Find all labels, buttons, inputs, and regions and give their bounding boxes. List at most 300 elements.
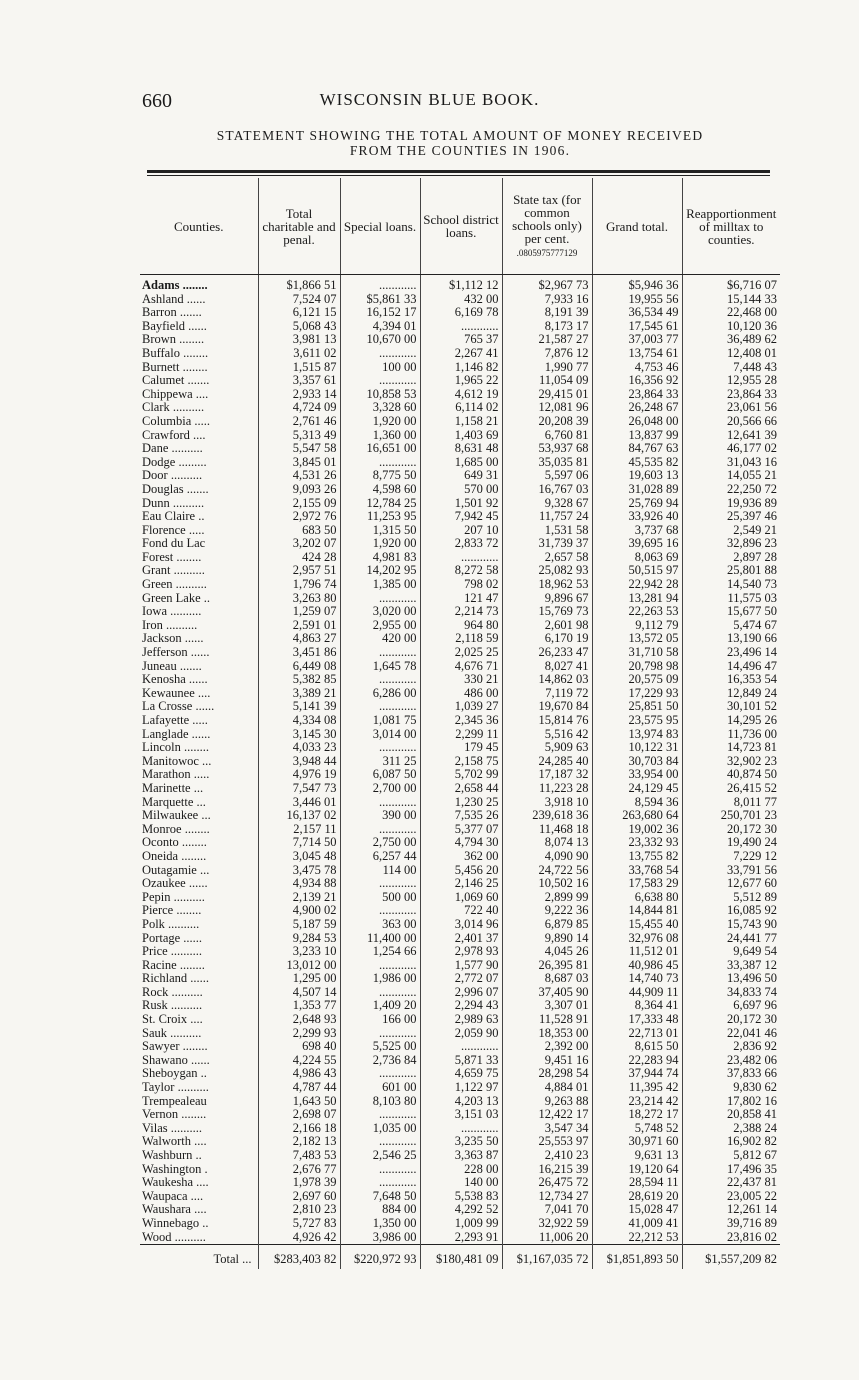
reapportionment-value: 14,055 21 xyxy=(682,469,780,483)
reapportionment-value: 23,061 56 xyxy=(682,401,780,415)
school-loans-value: 2,658 44 xyxy=(420,782,502,796)
county-name: Racine ........ xyxy=(142,958,205,972)
charitable-value: 3,845 01 xyxy=(258,456,340,470)
state-tax-value: 6,879 85 xyxy=(502,918,592,932)
special-loans-value: 11,253 95 xyxy=(340,510,420,524)
special-loans-value: 11,400 00 xyxy=(340,932,420,946)
charitable-value: 3,233 10 xyxy=(258,945,340,959)
reapportionment-value: 10,120 36 xyxy=(682,320,780,334)
charitable-value: 4,531 26 xyxy=(258,469,340,483)
charitable-value: 4,934 88 xyxy=(258,877,340,891)
county-name: Price .......... xyxy=(142,945,203,959)
state-tax-value: 10,502 16 xyxy=(502,877,592,891)
special-loans-value: 1,035 00 xyxy=(340,1122,420,1136)
grand-total-value: 22,283 94 xyxy=(592,1054,682,1068)
charitable-value: 9,093 26 xyxy=(258,483,340,497)
state-tax-value: 5,597 06 xyxy=(502,469,592,483)
state-tax-value: 14,862 03 xyxy=(502,673,592,687)
special-loans-value: ............ xyxy=(340,592,420,606)
grand-total-value: 44,909 11 xyxy=(592,986,682,1000)
charitable-value: 6,121 15 xyxy=(258,306,340,320)
school-loans-value: 2,214 73 xyxy=(420,605,502,619)
reapportionment-value: 19,490 24 xyxy=(682,836,780,850)
special-loans-value: 16,651 00 xyxy=(340,442,420,456)
table-row xyxy=(140,660,780,674)
state-tax-value: 24,285 40 xyxy=(502,755,592,769)
table-row xyxy=(140,687,780,701)
table-row xyxy=(140,850,780,864)
state-tax-value: 4,884 01 xyxy=(502,1081,592,1095)
table-row xyxy=(140,959,780,973)
reapportionment-value: 20,172 30 xyxy=(682,823,780,837)
state-tax-value: 32,922 59 xyxy=(502,1217,592,1231)
special-loans-value: 2,750 00 xyxy=(340,836,420,850)
school-loans-value: 432 00 xyxy=(420,293,502,307)
col-header-counties: Counties. xyxy=(140,178,258,275)
special-loans-value: ............ xyxy=(340,904,420,918)
state-tax-value: 11,528 91 xyxy=(502,1013,592,1027)
total-value: $283,403 82 xyxy=(258,1245,340,1270)
grand-total-value: 13,572 05 xyxy=(592,632,682,646)
reapportionment-value: 15,743 90 xyxy=(682,918,780,932)
county-name: Grant .......... xyxy=(142,564,205,578)
special-loans-value: ............ xyxy=(340,1176,420,1190)
school-loans-value: 2,989 63 xyxy=(420,1013,502,1027)
special-loans-value: 10,670 00 xyxy=(340,333,420,347)
school-loans-value: 486 00 xyxy=(420,687,502,701)
charitable-value: 5,727 83 xyxy=(258,1217,340,1231)
header-row xyxy=(140,178,780,275)
heavy-rule xyxy=(147,170,770,173)
table-row xyxy=(140,1054,780,1068)
county-name: Vernon ........ xyxy=(142,1108,207,1122)
charitable-value: 6,449 08 xyxy=(258,660,340,674)
table-row xyxy=(140,429,780,443)
county-name: Waupaca .... xyxy=(142,1189,204,1203)
state-tax-value: 5,909 63 xyxy=(502,741,592,755)
state-tax-value: 3,547 34 xyxy=(502,1122,592,1136)
county-name: Florence ..... xyxy=(142,523,205,537)
school-loans-value: 2,267 41 xyxy=(420,347,502,361)
table-row xyxy=(140,1027,780,1041)
special-loans-value: ............ xyxy=(340,741,420,755)
table-row xyxy=(140,1081,780,1095)
county-name: Outagamie ... xyxy=(142,863,210,877)
grand-total-value: 8,364 41 xyxy=(592,999,682,1013)
grand-total-value: 15,455 40 xyxy=(592,918,682,932)
county-name: Wood .......... xyxy=(142,1230,206,1244)
grand-total-value: 14,740 73 xyxy=(592,972,682,986)
table-row xyxy=(140,401,780,415)
state-tax-value: 2,899 99 xyxy=(502,891,592,905)
state-tax-value: 6,760 81 xyxy=(502,429,592,443)
special-loans-value: 390 00 xyxy=(340,809,420,823)
table-row xyxy=(140,1163,780,1177)
grand-total-value: 19,955 56 xyxy=(592,293,682,307)
county-name: Brown ........ xyxy=(142,333,205,347)
school-loans-value: 7,535 26 xyxy=(420,809,502,823)
state-tax-value: 12,734 27 xyxy=(502,1190,592,1204)
special-loans-value: 1,645 78 xyxy=(340,660,420,674)
reapportionment-value: 14,295 26 xyxy=(682,714,780,728)
school-loans-value: ............ xyxy=(420,1122,502,1136)
charitable-value: 2,182 13 xyxy=(258,1135,340,1149)
school-loans-value: 4,292 52 xyxy=(420,1203,502,1217)
col-header-special-loans: Special loans. xyxy=(340,178,420,275)
grand-total-value: 22,263 53 xyxy=(592,605,682,619)
reapportionment-value: 20,858 41 xyxy=(682,1108,780,1122)
grand-total-value: 36,534 49 xyxy=(592,306,682,320)
reapportionment-value: 7,448 43 xyxy=(682,361,780,375)
grand-total-value: 17,333 48 xyxy=(592,1013,682,1027)
school-loans-value: 1,577 90 xyxy=(420,959,502,973)
county-name: La Crosse ...... xyxy=(142,700,215,714)
grand-total-value: 26,248 67 xyxy=(592,401,682,415)
table-row xyxy=(140,510,780,524)
state-tax-value: 7,119 72 xyxy=(502,687,592,701)
county-name: Douglas ....... xyxy=(142,482,209,496)
reapportionment-value: 39,716 89 xyxy=(682,1217,780,1231)
special-loans-value: ............ xyxy=(340,646,420,660)
state-tax-value: 11,006 20 xyxy=(502,1231,592,1245)
reapportionment-value: 33,791 56 xyxy=(682,864,780,878)
state-tax-value: 9,328 67 xyxy=(502,497,592,511)
grand-total-value: 18,272 17 xyxy=(592,1108,682,1122)
page-number: 660 xyxy=(142,90,172,112)
state-tax-value: 8,074 13 xyxy=(502,836,592,850)
special-loans-value: 311 25 xyxy=(340,755,420,769)
charitable-value: 2,166 18 xyxy=(258,1122,340,1136)
school-loans-value: 2,059 90 xyxy=(420,1027,502,1041)
county-name: Bayfield ...... xyxy=(142,319,207,333)
reapportionment-value: 12,641 39 xyxy=(682,429,780,443)
special-loans-value: ............ xyxy=(340,823,420,837)
school-loans-value: 2,772 07 xyxy=(420,972,502,986)
thin-rule xyxy=(147,175,770,176)
grand-total-value: 263,680 64 xyxy=(592,809,682,823)
special-loans-value: 4,981 83 xyxy=(340,551,420,565)
county-name: Eau Claire .. xyxy=(142,510,205,524)
county-name: Washington . xyxy=(142,1162,208,1176)
table-row xyxy=(140,1217,780,1231)
table-row xyxy=(140,592,780,606)
reapportionment-value: 13,190 66 xyxy=(682,632,780,646)
state-tax-value: 4,090 90 xyxy=(502,850,592,864)
table-row xyxy=(140,864,780,878)
county-name: Jackson ...... xyxy=(142,632,204,646)
county-money-table xyxy=(140,178,780,1269)
charitable-value: 2,155 09 xyxy=(258,497,340,511)
county-name: Monroe ........ xyxy=(142,822,210,836)
special-loans-value: ............ xyxy=(340,1135,420,1149)
table-row xyxy=(140,796,780,810)
charitable-value: 7,547 73 xyxy=(258,782,340,796)
school-loans-value: 5,538 83 xyxy=(420,1190,502,1204)
county-name: Richland ...... xyxy=(142,972,210,986)
reapportionment-value: 34,833 74 xyxy=(682,986,780,1000)
grand-total-value: 13,974 83 xyxy=(592,728,682,742)
school-loans-value: 4,676 71 xyxy=(420,660,502,674)
school-loans-value: 3,014 96 xyxy=(420,918,502,932)
charitable-value: 424 28 xyxy=(258,551,340,565)
table-body xyxy=(140,275,780,1270)
reapportionment-value: 12,955 28 xyxy=(682,374,780,388)
reapportionment-value: 11,575 03 xyxy=(682,592,780,606)
reapportionment-value: 32,902 23 xyxy=(682,755,780,769)
table-row xyxy=(140,456,780,470)
school-loans-value: 3,235 50 xyxy=(420,1135,502,1149)
table-row xyxy=(140,605,780,619)
state-tax-value: $2,967 73 xyxy=(502,275,592,293)
charitable-value: 4,976 19 xyxy=(258,768,340,782)
reapportionment-value: 22,468 00 xyxy=(682,306,780,320)
special-loans-value: 1,986 00 xyxy=(340,972,420,986)
table-row xyxy=(140,551,780,565)
special-loans-value: 14,202 95 xyxy=(340,564,420,578)
school-loans-value: 1,122 97 xyxy=(420,1081,502,1095)
school-loans-value: 5,377 07 xyxy=(420,823,502,837)
reapportionment-value: $6,716 07 xyxy=(682,275,780,293)
table-row xyxy=(140,469,780,483)
grand-total-value: 11,395 42 xyxy=(592,1081,682,1095)
reapportionment-value: 8,011 77 xyxy=(682,796,780,810)
charitable-value: 2,933 14 xyxy=(258,388,340,402)
special-loans-value: 10,858 53 xyxy=(340,388,420,402)
total-value: $1,851,893 50 xyxy=(592,1245,682,1270)
table-row xyxy=(140,1149,780,1163)
state-tax-value: 9,263 88 xyxy=(502,1095,592,1109)
charitable-value: 1,259 07 xyxy=(258,605,340,619)
special-loans-value: 8,103 80 xyxy=(340,1095,420,1109)
charitable-value: 2,157 11 xyxy=(258,823,340,837)
grand-total-value: 84,767 63 xyxy=(592,442,682,456)
table-row xyxy=(140,741,780,755)
reapportionment-value: 23,816 02 xyxy=(682,1231,780,1245)
reapportionment-value: 20,566 66 xyxy=(682,415,780,429)
state-tax-value: 2,410 23 xyxy=(502,1149,592,1163)
special-loans-value: 1,920 00 xyxy=(340,537,420,551)
state-tax-value: 18,962 53 xyxy=(502,578,592,592)
special-loans-value: 2,700 00 xyxy=(340,782,420,796)
charitable-value: 1,353 77 xyxy=(258,999,340,1013)
reapportionment-value: 12,677 60 xyxy=(682,877,780,891)
county-name: Pierce ........ xyxy=(142,904,202,918)
table-row xyxy=(140,619,780,633)
special-loans-value: ............ xyxy=(340,1163,420,1177)
county-name: Dunn .......... xyxy=(142,496,205,510)
grand-total-value: 33,954 00 xyxy=(592,768,682,782)
reapportionment-value: 14,723 81 xyxy=(682,741,780,755)
special-loans-value: ............ xyxy=(340,986,420,1000)
table-row xyxy=(140,999,780,1013)
state-tax-value: 2,657 58 xyxy=(502,551,592,565)
reapportionment-value: 17,496 35 xyxy=(682,1163,780,1177)
school-loans-value: 4,203 13 xyxy=(420,1095,502,1109)
grand-total-value: 20,575 09 xyxy=(592,673,682,687)
table-row xyxy=(140,932,780,946)
special-loans-value: 6,087 50 xyxy=(340,768,420,782)
county-name: Portage ...... xyxy=(142,931,203,945)
total-value: $220,972 93 xyxy=(340,1245,420,1270)
reapportionment-value: 32,896 23 xyxy=(682,537,780,551)
special-loans-value: 2,546 25 xyxy=(340,1149,420,1163)
county-name: Marquette ... xyxy=(142,795,206,809)
county-name: Walworth .... xyxy=(142,1135,207,1149)
grand-total-value: 37,944 74 xyxy=(592,1067,682,1081)
county-name: Ozaukee ...... xyxy=(142,877,208,891)
school-loans-value: 570 00 xyxy=(420,483,502,497)
school-loans-value: 2,158 75 xyxy=(420,755,502,769)
grand-total-value: 22,212 53 xyxy=(592,1231,682,1245)
table-row xyxy=(140,646,780,660)
grand-total-value: 9,112 79 xyxy=(592,619,682,633)
county-name: Rusk .......... xyxy=(142,999,203,1013)
table-row xyxy=(140,823,780,837)
grand-total-value: 15,028 47 xyxy=(592,1203,682,1217)
charitable-value: 1,643 50 xyxy=(258,1095,340,1109)
charitable-value: 4,224 55 xyxy=(258,1054,340,1068)
school-loans-value: 798 02 xyxy=(420,578,502,592)
county-name: Chippewa .... xyxy=(142,387,209,401)
table-row xyxy=(140,1135,780,1149)
special-loans-value: ............ xyxy=(340,700,420,714)
county-name: Rock .......... xyxy=(142,985,203,999)
state-tax-value: 35,035 81 xyxy=(502,456,592,470)
school-loans-value: ............ xyxy=(420,551,502,565)
state-tax-value: 12,422 17 xyxy=(502,1108,592,1122)
charitable-value: 4,507 14 xyxy=(258,986,340,1000)
table-row xyxy=(140,564,780,578)
special-loans-value: ............ xyxy=(340,959,420,973)
special-loans-value: 2,736 84 xyxy=(340,1054,420,1068)
grand-total-value: 23,332 93 xyxy=(592,836,682,850)
grand-total-value: 11,512 01 xyxy=(592,945,682,959)
grand-total-value: 22,713 01 xyxy=(592,1027,682,1041)
grand-total-value: 33,926 40 xyxy=(592,510,682,524)
grand-total-value: 13,755 82 xyxy=(592,850,682,864)
table-row xyxy=(140,1122,780,1136)
reapportionment-value: 23,005 22 xyxy=(682,1190,780,1204)
state-tax-value: 9,890 14 xyxy=(502,932,592,946)
charitable-value: 2,810 23 xyxy=(258,1203,340,1217)
reapportionment-value: 19,936 89 xyxy=(682,497,780,511)
county-name: St. Croix .... xyxy=(142,1013,203,1027)
table-row xyxy=(140,275,780,293)
school-loans-value: 1,230 25 xyxy=(420,796,502,810)
charitable-value: 1,515 87 xyxy=(258,361,340,375)
table-row xyxy=(140,728,780,742)
total-value: $180,481 09 xyxy=(420,1245,502,1270)
school-loans-value: 2,833 72 xyxy=(420,537,502,551)
county-name: Sheboygan .. xyxy=(142,1067,207,1081)
county-name: Manitowoc ... xyxy=(142,754,212,768)
col-header-grand-total: Grand total. xyxy=(592,178,682,275)
charitable-value: 3,202 07 xyxy=(258,537,340,551)
reapportionment-value: 30,101 52 xyxy=(682,700,780,714)
table-row xyxy=(140,700,780,714)
table-row xyxy=(140,877,780,891)
reapportionment-value: 26,415 52 xyxy=(682,782,780,796)
school-loans-value: 1,965 22 xyxy=(420,374,502,388)
reapportionment-value: 5,474 67 xyxy=(682,619,780,633)
school-loans-value: 2,146 25 xyxy=(420,877,502,891)
charitable-value: 4,334 08 xyxy=(258,714,340,728)
grand-total-value: 19,120 64 xyxy=(592,1163,682,1177)
school-loans-value: 8,631 48 xyxy=(420,442,502,456)
special-loans-value: 4,394 01 xyxy=(340,320,420,334)
grand-total-value: 25,851 50 xyxy=(592,700,682,714)
special-loans-value: 1,315 50 xyxy=(340,524,420,538)
special-loans-value: 3,328 60 xyxy=(340,401,420,415)
charitable-value: $1,866 51 xyxy=(258,275,340,293)
state-tax-value: 25,082 93 xyxy=(502,564,592,578)
county-name: Milwaukee ... xyxy=(142,809,211,823)
table-row xyxy=(140,986,780,1000)
grand-total-value: 28,594 11 xyxy=(592,1176,682,1190)
school-loans-value: 2,345 36 xyxy=(420,714,502,728)
state-tax-value: 7,041 70 xyxy=(502,1203,592,1217)
school-loans-value: 330 21 xyxy=(420,673,502,687)
county-name: Forest ........ xyxy=(142,550,202,564)
table-row xyxy=(140,632,780,646)
county-name: Trempealeau xyxy=(142,1094,207,1108)
grand-total-value: 45,535 82 xyxy=(592,456,682,470)
reapportionment-value: 6,697 96 xyxy=(682,999,780,1013)
county-name: Dodge ......... xyxy=(142,455,207,469)
special-loans-value: ............ xyxy=(340,456,420,470)
reapportionment-value: 25,397 46 xyxy=(682,510,780,524)
school-loans-value: 1,039 27 xyxy=(420,700,502,714)
county-name: Langlade ...... xyxy=(142,727,211,741)
grand-total-value: 6,638 80 xyxy=(592,891,682,905)
reapportionment-value: 9,830 62 xyxy=(682,1081,780,1095)
total-row xyxy=(140,1245,780,1270)
charitable-value: 5,313 49 xyxy=(258,429,340,443)
school-loans-value: 3,151 03 xyxy=(420,1108,502,1122)
table-row xyxy=(140,347,780,361)
reapportionment-value: 9,649 54 xyxy=(682,945,780,959)
grand-total-value: 8,594 36 xyxy=(592,796,682,810)
charitable-value: 3,451 86 xyxy=(258,646,340,660)
grand-total-value: 31,710 58 xyxy=(592,646,682,660)
reapportionment-value: 31,043 16 xyxy=(682,456,780,470)
school-loans-value: 140 00 xyxy=(420,1176,502,1190)
county-name: Vilas .......... xyxy=(142,1121,203,1135)
table-row xyxy=(140,809,780,823)
special-loans-value: 884 00 xyxy=(340,1203,420,1217)
special-loans-value: 16,152 17 xyxy=(340,306,420,320)
state-tax-value: 18,353 00 xyxy=(502,1027,592,1041)
grand-total-value: 23,575 95 xyxy=(592,714,682,728)
grand-total-value: 23,864 33 xyxy=(592,388,682,402)
charitable-value: 1,295 00 xyxy=(258,972,340,986)
grand-total-value: 5,748 52 xyxy=(592,1122,682,1136)
grand-total-value: 13,837 99 xyxy=(592,429,682,443)
county-name: Marathon ..... xyxy=(142,768,210,782)
special-loans-value: ............ xyxy=(340,1108,420,1122)
table-row xyxy=(140,1067,780,1081)
county-name: Door .......... xyxy=(142,469,203,483)
table-row xyxy=(140,320,780,334)
reapportionment-value: 250,701 23 xyxy=(682,809,780,823)
charitable-value: 4,724 09 xyxy=(258,401,340,415)
state-tax-value: 15,814 76 xyxy=(502,714,592,728)
col-header-charitable: Total charitable and penal. xyxy=(258,178,340,275)
school-loans-value: 765 37 xyxy=(420,333,502,347)
state-tax-value: 9,222 36 xyxy=(502,904,592,918)
state-tax-value: 3,918 10 xyxy=(502,796,592,810)
grand-total-value: 40,986 45 xyxy=(592,959,682,973)
